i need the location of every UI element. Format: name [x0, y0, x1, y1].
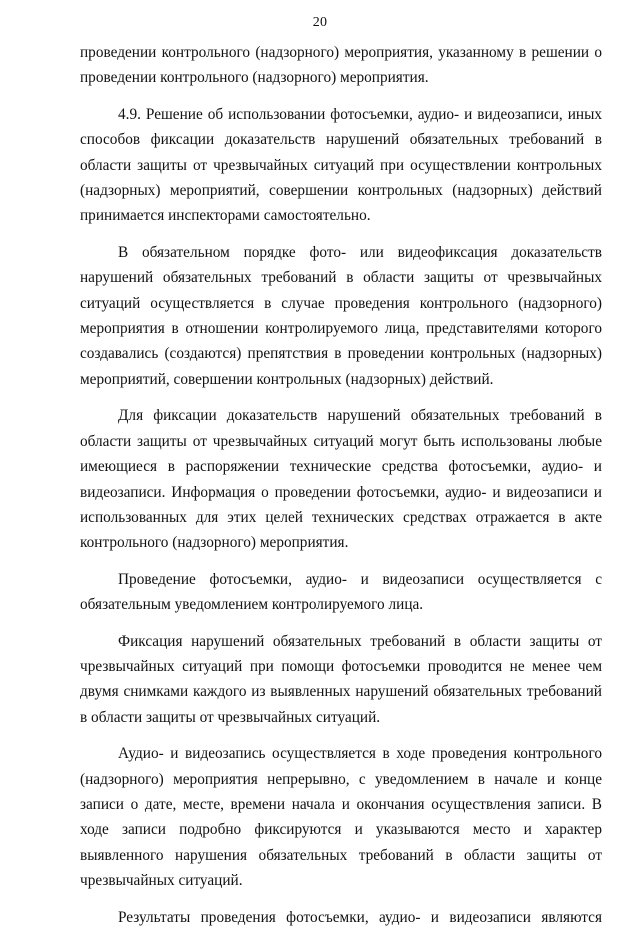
paragraph-continuation: проведении контрольного (надзорного) мероприятия, указанному в решении о проведении контрольного (надзорного) мероприятия. [80, 44, 602, 87]
paragraph-results: Результаты проведения фотосъемки, аудио- и видеозаписи являются [118, 908, 602, 926]
paragraph-audio-video: Аудио- и видеозапись осуществляется в ходе проведения контрольного (надзорного) мероприятия непрерывно, с уведомлением в начале и конце записи о дате, месте, времени начала и окончания осуществления записи. В ходе записи подробно фиксируются и указываются место и характер выявленного нарушения обязательных требований в области защиты от чрезвычайных ситуаций. [80, 745, 602, 890]
paragraph-mandatory-recording: В обязательном порядке фото- или видеофиксация доказательств нарушений обязательных требований в области защиты от чрезвычайных ситуаций осуществляется в случае проведения контрольного (надзорного) мероприятия в отношении контролируемого лица, представителями которого создавались (создаются) препятствия в проведении контрольных (надзорных) мероприятий, совершении контрольных (надзорных) действий. [80, 243, 602, 388]
document-body [80, 40, 602, 941]
paragraph-notification: Проведение фотосъемки, аудио- и видеозаписи осуществляется с обязательным уведомлением контролируемого лица. [80, 570, 602, 614]
paragraph-technical-means: Для фиксации доказательств нарушений обязательных требований в области защиты от чрезвычайных ситуаций могут быть использованы любые имеющиеся в распоряжении технические средства фотосъемки, аудио- и видеозаписи. Информация о проведении фотосъемки, аудио- и видеозаписи и использованных для этих целей технических средствах отражается в акте контрольного (надзорного) мероприятия. [80, 407, 602, 552]
page-number: 20 [312, 15, 328, 30]
paragraph-photo-fixation: Фиксация нарушений обязательных требований в области защиты от чрезвычайных ситуаций при помощи фотосъемки проводится не менее чем двумя снимками каждого из выявленных нарушений обязательных требований в области защиты от чрезвычайных ситуаций. [80, 632, 602, 726]
paragraph-4-9: 4.9. Решение об использовании фотосъемки, аудио- и видеозаписи, иных способов фиксации доказательств нарушений обязательных требований в области защиты от чрезвычайных ситуаций при осуществлении контрольных (надзорных) мероприятий, совершении контрольных (надзорных) действий принимается инспекторами самостоятельно. [80, 105, 602, 225]
